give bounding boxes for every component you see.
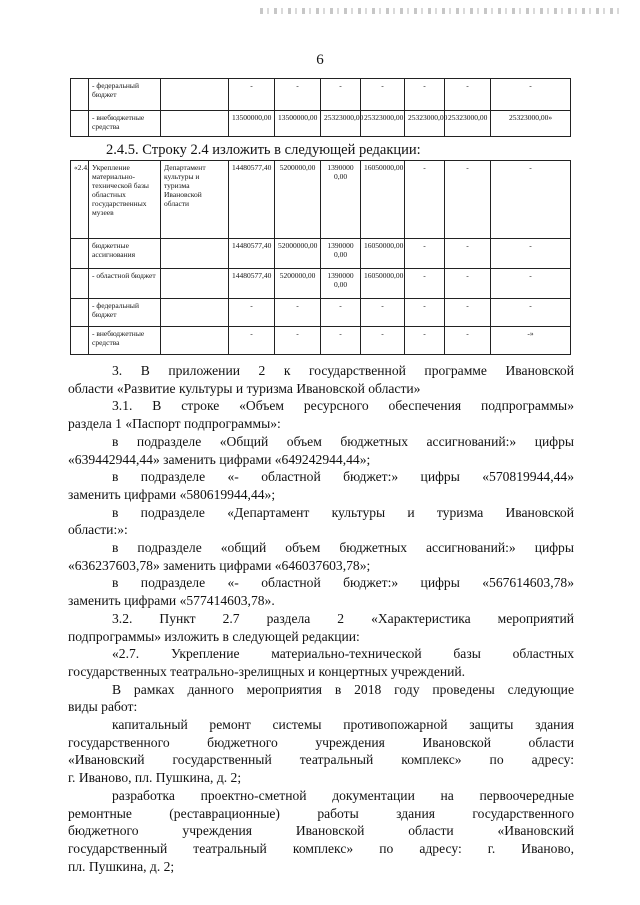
paragraph-line: в подразделе «Департамент культуры и туризма Ивановской (112, 504, 574, 520)
table-cell: 1390000 0,00 (321, 269, 361, 299)
row-label: - федеральный бюджет (89, 299, 161, 327)
table-cell: - (321, 299, 361, 327)
paragraph-line: в подразделе «- областной бюджет:» цифры «567614603,78» (112, 575, 574, 591)
table-cell: 52000000,00 (275, 239, 321, 269)
table-cell: 14480577,40 (229, 239, 275, 269)
paragraph-line: «636237603,78» заменить цифрами «646037603,78»; (68, 557, 371, 573)
table-row (71, 111, 571, 137)
table-cell: - (405, 79, 445, 111)
paragraph-line: г. Иваново, пл. Пушкина, д. 2; (68, 770, 242, 786)
paragraph-line: в подразделе «общий объем бюджетных ассигнований:» цифры (112, 540, 574, 556)
table-cell: 13500000,00 (229, 111, 275, 137)
table-cell: - (275, 79, 321, 111)
table-cell: - (275, 299, 321, 327)
paragraph-line: ремонтные (реставрационные) работы здания государственного (68, 805, 574, 821)
paragraph-line: области:»: (68, 522, 128, 538)
paragraph-line: 3.2. Пункт 2.7 раздела 2 «Характеристика мероприятий (112, 610, 574, 626)
table-cell: 16050000,00 (361, 269, 405, 299)
paragraph-line: «2.7. Укрепление материально-технической базы областных (112, 646, 574, 662)
paragraph-line: «639442944,44» заменить цифрами «649242944,44»; (68, 451, 371, 467)
funding-table-continuation (70, 78, 571, 137)
paragraph-line: 3.1. В строке «Объем ресурсного обеспечения подпрограммы» (112, 398, 574, 414)
paragraph-line: заменить цифрами «580619944,44»; (68, 486, 276, 502)
table-cell: 25323000,00» (491, 111, 571, 137)
table-row (71, 239, 571, 269)
table-cell: - (361, 79, 405, 111)
table-cell: - (491, 239, 571, 269)
table-cell: 14480577,40 (229, 269, 275, 299)
table-cell: - (229, 299, 275, 327)
table-cell: - (445, 299, 491, 327)
table-cell: - (405, 327, 445, 355)
table-row (71, 161, 571, 239)
table-cell: 1390000 0,00 (321, 239, 361, 269)
table-cell: 1390000 0,00 (321, 161, 361, 239)
paragraph-line: государственного бюджетного учреждения Ивановской области (68, 734, 574, 750)
table-cell: - (491, 299, 571, 327)
paragraph-line: капитальный ремонт системы противопожарной защиты здания (112, 717, 574, 733)
row-number: «2.4. (71, 161, 89, 239)
table-cell: - (321, 327, 361, 355)
row-label: - областной бюджет (89, 269, 161, 299)
table-cell: 14480577,40 (229, 161, 275, 239)
table-cell: 25323000,00 (321, 111, 361, 137)
activity-name: Укрепление материально-технической базы областных государственных музеев (89, 161, 161, 239)
table-cell: 13500000,00 (275, 111, 321, 137)
table-cell: - (321, 79, 361, 111)
table-cell: 5200000,00 (275, 161, 321, 239)
table-cell: 16050000,00 (361, 239, 405, 269)
table-cell: - (445, 161, 491, 239)
scan-noise (260, 8, 620, 14)
row-label: - внебюджетные средства (89, 327, 161, 355)
table-cell: - (275, 327, 321, 355)
table-cell: - (491, 161, 571, 239)
table-cell: - (445, 269, 491, 299)
table-cell: 25323000,00 (445, 111, 491, 137)
paragraph-line: В рамках данного мероприятия в 2018 году проведены следующие (112, 681, 574, 697)
paragraph-line: государственный театральный комплекс» по адресу: г. Иваново, (68, 840, 574, 856)
table-row (71, 269, 571, 299)
table-cell: - (405, 299, 445, 327)
row-label: - федеральный бюджет (89, 79, 161, 111)
section-heading: 2.4.5. Строку 2.4 изложить в следующей редакции: (106, 142, 421, 158)
table-cell: - (405, 269, 445, 299)
table-cell: - (445, 327, 491, 355)
paragraph-line: государственных театрально-зрелищных и концертных учреждений. (68, 663, 466, 679)
table-cell: - (491, 269, 571, 299)
executor: Департамент культуры и туризма Ивановской области (161, 161, 229, 239)
table-cell: - (229, 79, 275, 111)
paragraph-line: 3. В приложении 2 к государственной программе Ивановской (112, 363, 574, 378)
table-row (71, 299, 571, 327)
paragraph-line: виды работ: (68, 699, 138, 715)
page-number: 6 (316, 52, 324, 68)
paragraph-line: бюджетного учреждения Ивановской области «Ивановский (68, 823, 574, 839)
table-cell: - (491, 79, 571, 111)
table-row (71, 79, 571, 111)
table-cell: 25323000,00 (405, 111, 445, 137)
paragraph-line: пл. Пушкина, д. 2; (68, 858, 175, 874)
paragraph-line: раздела 1 «Паспорт подпрограммы»: (68, 416, 281, 432)
table-cell: - (405, 239, 445, 269)
paragraph-line: «Ивановский государственный театральный комплекс» по адресу: (68, 752, 574, 768)
table-cell: 16050000,00 (361, 161, 405, 239)
table-cell: 5200000,00 (275, 269, 321, 299)
paragraph-line: заменить цифрами «577414603,78». (68, 593, 275, 609)
paragraph-line: подпрограммы» изложить в следующей редакции: (68, 628, 360, 644)
paragraph-line: в подразделе «- областной бюджет:» цифры «570819944,44» (112, 469, 574, 485)
paragraph-line: разработка проектно-сметной документации на первоочередные (112, 787, 574, 803)
table-cell: - (361, 299, 405, 327)
table-cell: -» (491, 327, 571, 355)
table-cell: 25323000,00 (361, 111, 405, 137)
paragraph-line: в подразделе «Общий объем бюджетных ассигнований:» цифры (112, 433, 574, 449)
table-cell: - (445, 79, 491, 111)
table-cell: - (361, 327, 405, 355)
table-cell: - (229, 327, 275, 355)
paragraph-line: области «Развитие культуры и туризма Ивановской области» (68, 380, 421, 396)
funding-table-row-2-4 (70, 160, 571, 355)
row-label: бюджетные ассигнования (89, 239, 161, 269)
row-label: - внебюджетные средства (89, 111, 161, 137)
table-row (71, 327, 571, 355)
table-cell: - (445, 239, 491, 269)
table-cell: - (405, 161, 445, 239)
document-body (68, 362, 574, 875)
